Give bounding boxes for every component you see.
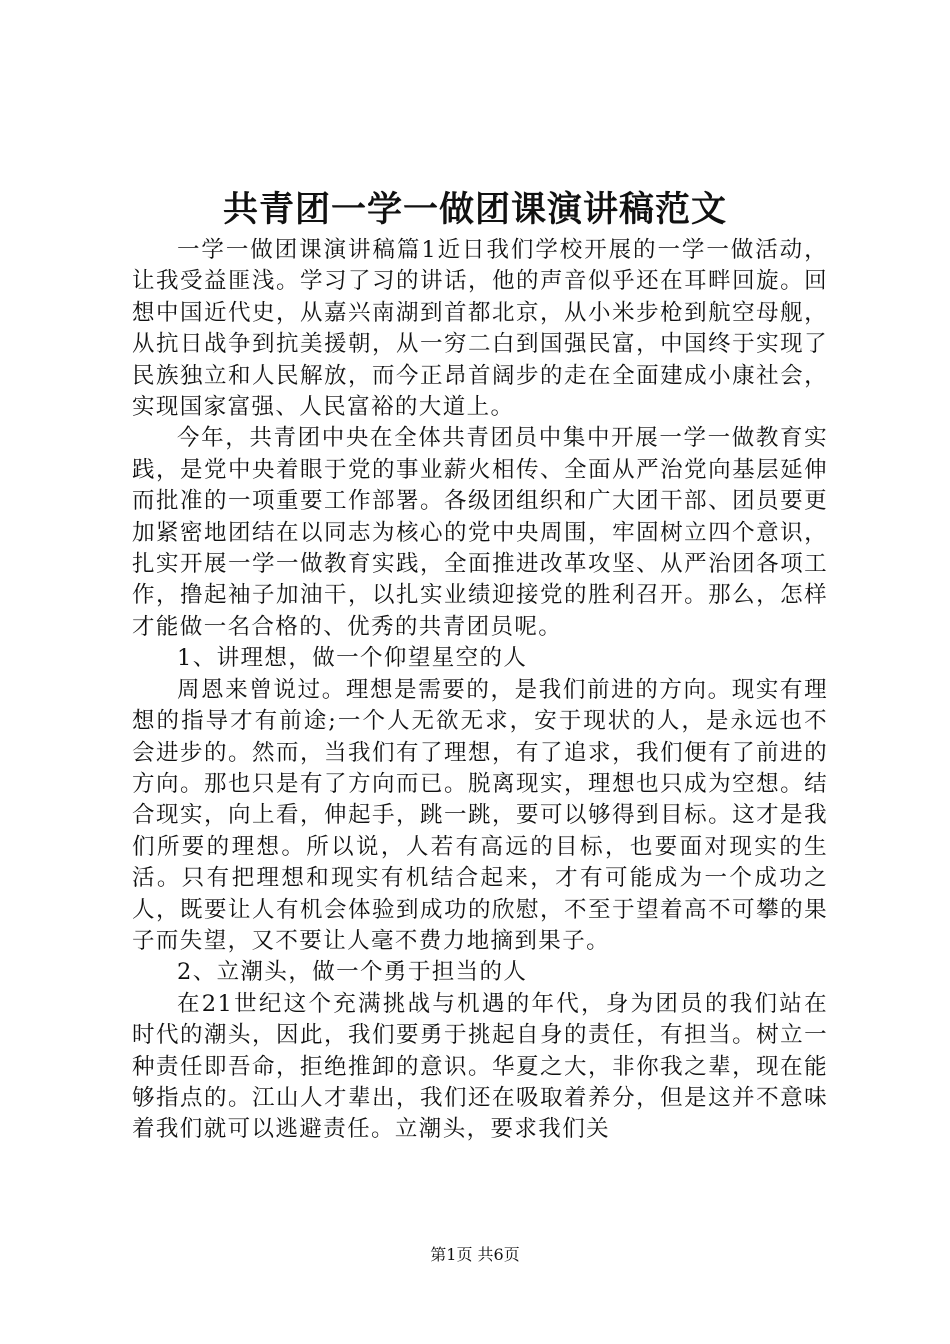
page-number-footer: 第1页 共6页 (430, 1245, 520, 1264)
section-heading-responsibility: 2、立潮头，做一个勇于担当的人 (177, 959, 528, 986)
section-heading-ideal: 1、讲理想，做一个仰望星空的人 (177, 645, 528, 672)
document-body (132, 235, 828, 1175)
document-title: 共青团一学一做团课演讲稿范文 (222, 189, 727, 230)
paragraph-responsibility: 在21世纪这个充满挑战与机遇的年代，身为团员的我们站在时代的潮头，因此，我们要勇于挑起自身的责任，有担当。树立一种责任即吾命，拒绝推卸的意识。华夏之大，非你我之辈，现在能够指点的。江山人才辈出，我们还在吸取着养分，但是这并不意味着我们就可以逃避责任。立潮头，要求我们关 (132, 990, 828, 1143)
paragraph-intro: 一学一做团课演讲稿篇1近日我们学校开展的一学一做活动，让我受益匪浅。学习了习的讲话，他的声音似乎还在耳畔回旋。回想中国近代史，从嘉兴南湖到首都北京，从小米步枪到航空母舰，从抗日战争到抗美援朝，从一穷二白到国强民富，中国终于实现了民族独立和人民解放，而今正昂首阔步的走在全面建成小康社会，实现国家富强、人民富裕的大道上。 (132, 237, 828, 421)
paragraph-ideal: 周恩来曾说过。理想是需要的，是我们前进的方向。现实有理想的指导才有前途;一个人无欲无求，安于现状的人，是永远也不会进步的。然而，当我们有了理想，有了追求，我们便有了前进的方向。那也只是有了方向而已。脱离现实，理想也只成为空想。结合现实，向上看，伸起手，跳一跳，要可以够得到目标。这才是我们所要的理想。所以说，人若有高远的目标，也要面对现实的生活。只有把理想和现实有机结合起来，才有可能成为一个成功之人，既要让人有机会体验到成功的欣慰，不至于望着高不可攀的果子而失望，又不要让人毫不费力地摘到果子。 (132, 676, 828, 954)
paragraph-practice: 今年，共青团中央在全体共青团员中集中开展一学一做教育实践，是党中央着眼于党的事业薪火相传、全面从严治党向基层延伸而批准的一项重要工作部署。各级团组织和广大团干部、团员要更加紧密地团结在以同志为核心的党中央周围，牢固树立四个意识，扎实开展一学一做教育实践，全面推进改革攻坚、从严治团各项工作，撸起袖子加油干，以扎实业绩迎接党的胜利召开。那么，怎样才能做一名合格的、优秀的共青团员呢。 (132, 425, 828, 640)
